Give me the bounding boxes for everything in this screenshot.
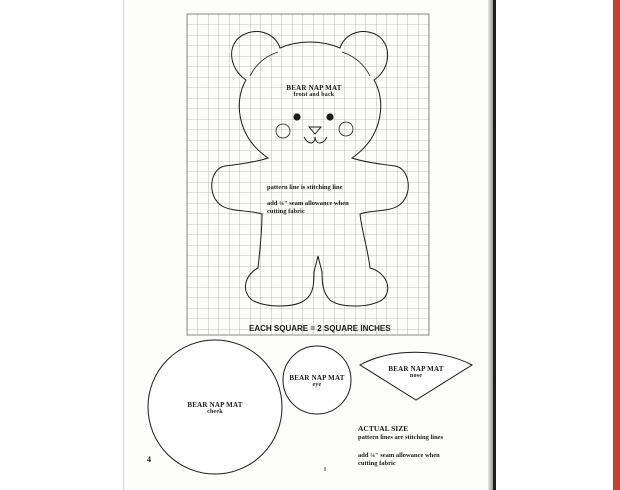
nose-label [386,365,446,379]
cheek-title: BEAR NAP MAT [187,401,243,409]
bear-left-eye [293,113,300,120]
eye-label [287,374,347,388]
eye-subtitle: eye [312,382,322,388]
actual-size-line-1: pattern lines are stitching lines [358,434,444,441]
actual-size-line-2: add ¼" seam allowance when [358,452,440,459]
bear-right-eye [326,113,333,120]
scale-note: EACH SQUARE = 2 SQUARE INCHES [249,324,391,333]
bear-title [284,84,344,98]
actual-size-heading: ACTUAL SIZE [358,424,409,433]
bear-title-text: BEAR NAP MAT [286,84,342,92]
nose-subtitle: nose [409,373,423,379]
bear-stitch-note: pattern line is stitching line [267,184,343,191]
eye-title: BEAR NAP MAT [289,374,345,382]
nose-title: BEAR NAP MAT [388,365,444,373]
cheek-subtitle: cheek [207,409,223,415]
grid-area [187,14,429,335]
bear-subtitle: front and back [293,92,335,98]
page-number: 4 [147,455,151,464]
bear-seam-note-1: add ¼" seam allowance when [267,200,349,207]
actual-size-line-3: cutting fabric [358,460,396,467]
cheek-label [185,401,245,415]
bear-seam-note-2: cutting fabric [267,208,305,215]
